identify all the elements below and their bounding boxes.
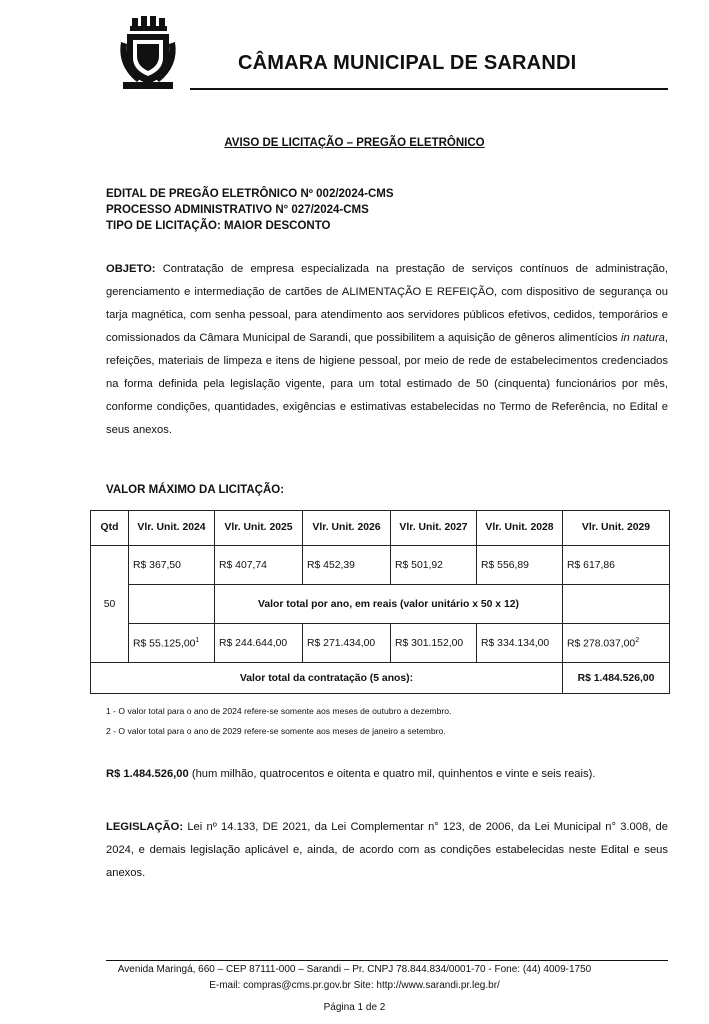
annual-value-cell: R$ 244.644,00 [215,624,303,663]
annual-total-label: Valor total por ano, em reais (valor unitário x 50 x 12) [215,585,563,624]
objeto-label: OBJETO: [106,263,156,275]
grand-total-row [91,663,670,694]
unit-value-cell: R$ 501,92 [391,546,477,585]
annual-values-row [91,624,670,663]
header-divider [190,88,668,90]
year-header: Vlr. Unit. 2029 [563,511,670,546]
year-header: Vlr. Unit. 2026 [303,511,391,546]
page-number: Página 1 de 2 [323,1002,386,1013]
qtd-cell: 50 [91,546,129,663]
year-header: Vlr. Unit. 2027 [391,511,477,546]
objeto-text-2: , refeições, materiais de limpeza e itens de higiene pessoal, por meio de rede de estabelecimentos credenciados na forma definida pela legislação vigente, para um total estimado de 50 (cinquenta) funcionários por mês, conforme condições, quantidades, exigências e estimativas estabelecidas no Termo de Referência, no Edital e seus anexos. [106,332,668,436]
footnote: 1 - O valor total para o ano de 2024 refere-se somente aos meses de outubro a dezembro. [106,706,452,716]
grand-total-value: R$ 1.484.526,00 [563,663,670,694]
annual-value-cell: R$ 55.125,00$^1$ [129,624,215,663]
municipal-coat-of-arms-logo [117,16,179,92]
price-table [90,510,670,694]
legislation-paragraph [106,816,668,885]
qtd-header: Qtd [91,511,129,546]
year-header: Vlr. Unit. 2025 [215,511,303,546]
footnote-mark: 1 [195,636,200,644]
unit-value-cell: R$ 407,74 [215,546,303,585]
empty-cell [563,585,670,624]
footer-divider [106,960,668,961]
annual-value-cell: R$ 301.152,00 [391,624,477,663]
total-in-words [106,768,595,780]
grand-total-label: Valor total da contratação (5 anos): [91,663,563,694]
footer-address: Avenida Maringá, 660 – CEP 87111-000 – Sarandi – Pr. CNPJ 78.844.834/0001-70 - Fone: (44) 4009-1750 [117,964,592,975]
annual-value-cell: R$ 278.037,00$^2$ [563,624,670,663]
process-number: PROCESSO ADMINISTRATIVO N° 027/2024-CMS [106,204,369,216]
annual-value-cell: R$ 271.434,00 [303,624,391,663]
max-value-title: VALOR MÁXIMO DA LICITAÇÃO: [106,484,285,496]
legislation-text: Lei nº 14.133, DE 2021, da Lei Complementar n° 123, de 2006, da Lei Municipal n° 3.008, de 2024, e demais legislação aplicável e, ainda, de acordo com as condições estabelecidas neste Edital e seus anexos. [106,821,668,879]
annual-value-cell: R$ 334.134,00 [477,624,563,663]
unit-values-row [91,546,670,585]
year-header: Vlr. Unit. 2024 [129,511,215,546]
footnote-mark: 2 [635,636,640,644]
total-value: R$ 1.484.526,00 [106,768,189,780]
unit-value-cell: R$ 617,86 [563,546,670,585]
identification-block [106,186,394,234]
total-words: (hum milhão, quatrocentos e oitenta e quatro mil, quinhentos e vinte e seis reais). [188,768,596,780]
footnote: 2 - O valor total para o ano de 2029 refere-se somente aos meses de janeiro a setembro. [106,726,446,736]
legislation-label: LEGISLAÇÃO: [106,821,184,833]
notice-title: AVISO DE LICITAÇÃO – PREGÃO ELETRÔNICO [224,137,485,149]
objeto-text-1: Contratação de empresa especializada na prestação de serviços contínuos de administração, gerenciamento e intermediação de cartões de ALIMENTAÇÃO E REFEIÇÃO, com dispositivo de segurança ou tarja magnética, com senha pessoal, para atendimento aos servidores públicos efetivos, cedidos, temporários e comissionados da Câmara Municipal de Sarandi, que possibilitem a aquisição de gêneros alimentícios [106,263,668,344]
unit-value-cell: R$ 367,50 [129,546,215,585]
annual-label-row [91,585,670,624]
year-header: Vlr. Unit. 2028 [477,511,563,546]
objeto-italic: in natura [621,332,665,344]
unit-value-cell: R$ 556,89 [477,546,563,585]
unit-value-cell: R$ 452,39 [303,546,391,585]
bidding-type: TIPO DE LICITAÇÃO: MAIOR DESCONTO [106,220,331,232]
empty-cell [129,585,215,624]
objeto-paragraph [106,258,668,442]
organization-name: CÂMARA MUNICIPAL DE SARANDI [238,52,577,74]
table-header-row [91,511,670,546]
edital-number: EDITAL DE PREGÃO ELETRÔNICO Nº 002/2024-CMS [106,188,394,200]
footer-contact: E-mail: compras@cms.pr.gov.br Site: http://www.sarandi.pr.leg.br/ [209,980,500,991]
